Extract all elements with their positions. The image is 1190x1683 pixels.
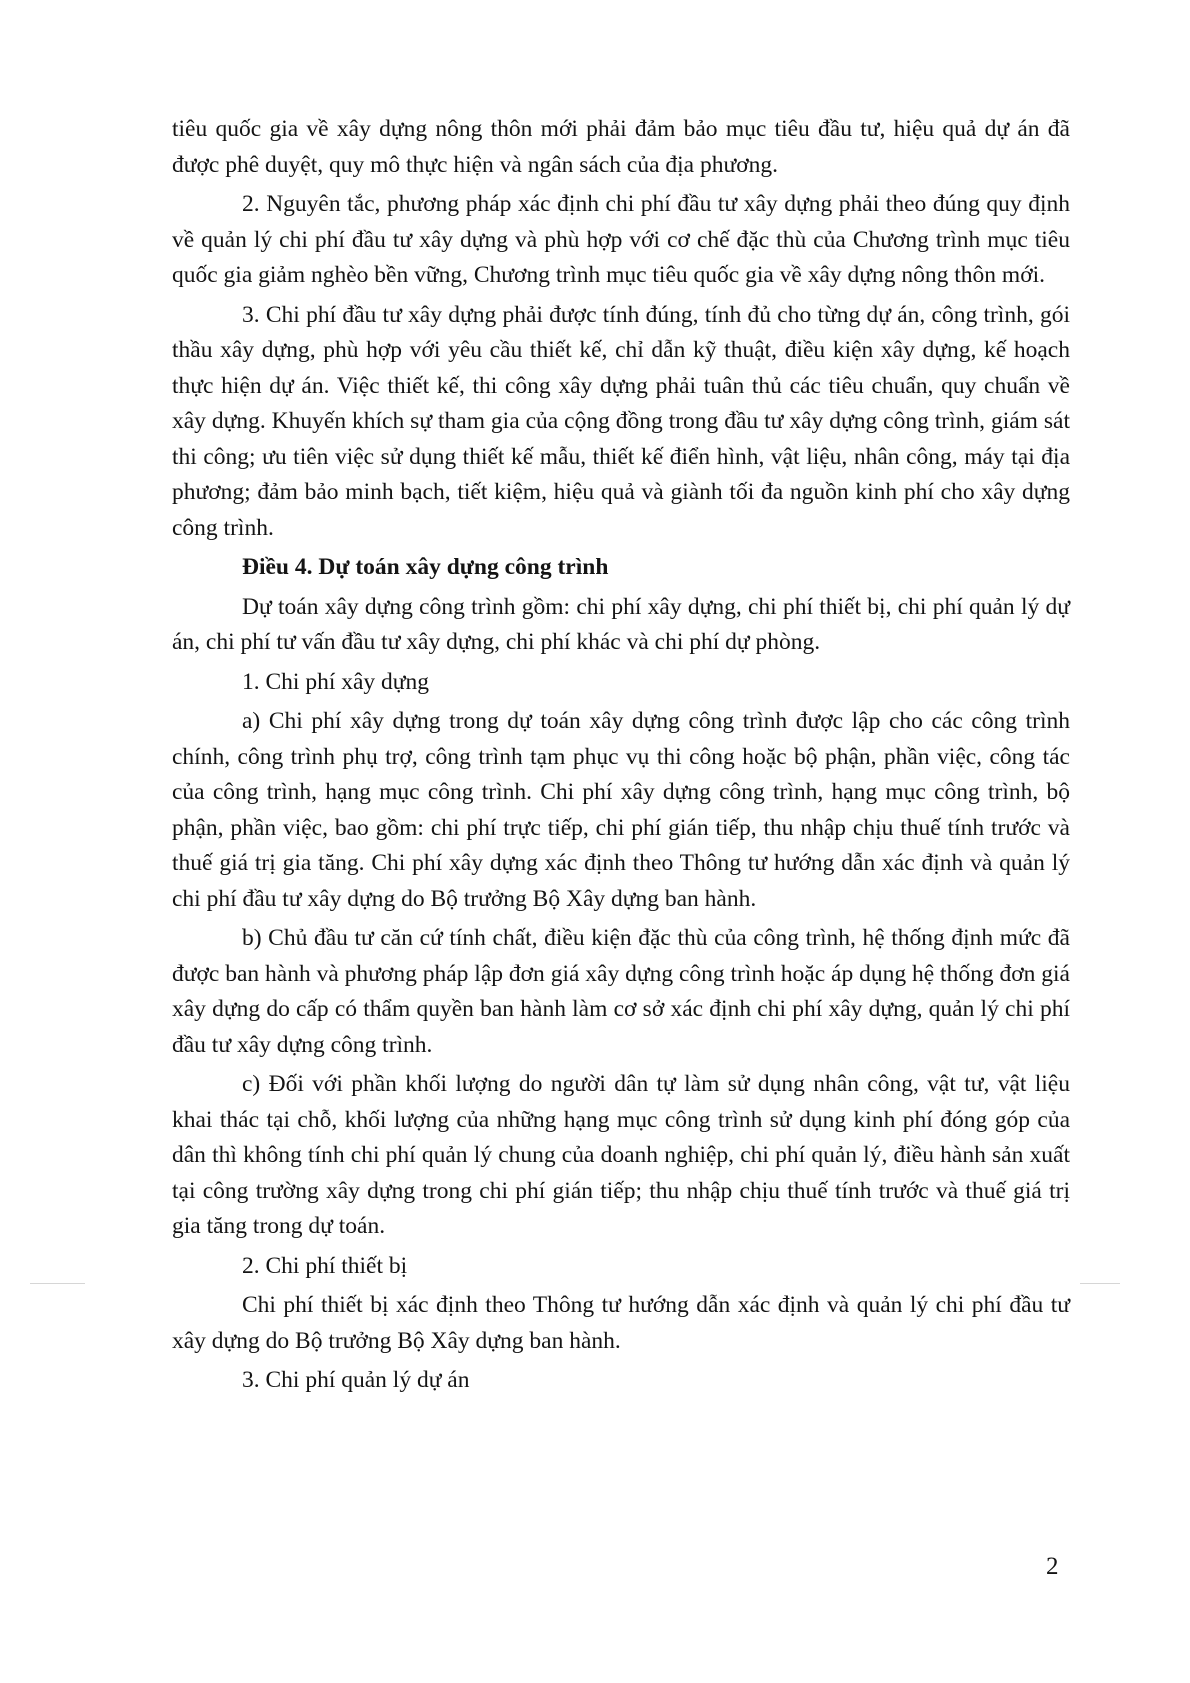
paragraph: 2. Nguyên tắc, phương pháp xác định chi phí đầu tư xây dựng phải theo đúng quy định về quản lý chi phí đầu tư xây dựng và phù hợp với cơ chế đặc thù của Chương trình mục tiêu quốc gia giảm nghèo bền vững, Chương trình mục tiêu quốc gia về xây dựng nông thôn mới.: [172, 191, 1070, 288]
article-heading: Điều 4. Dự toán xây dựng công trình: [242, 554, 609, 580]
paragraph: b) Chủ đầu tư căn cứ tính chất, điều kiện đặc thù của công trình, hệ thống định mức đã được ban hành và phương pháp lập đơn giá xây dựng công trình hoặc áp dụng hệ thống đơn giá xây dựng do cấp có thẩm quyền ban hành làm cơ sở xác định chi phí xây dựng, quản lý chi phí đầu tư xây dựng công trình.: [172, 925, 1070, 1058]
section-title: 1. Chi phí xây dựng: [242, 668, 430, 695]
section-title: 2. Chi phí thiết bị: [242, 1252, 408, 1279]
paragraph: a) Chi phí xây dựng trong dự toán xây dựng công trình được lập cho các công trình chính, công trình phụ trợ, công trình tạm phục vụ thi công hoặc bộ phận, phần việc, công tác của công trình, hạng mục công trình. Chi phí xây dựng công trình, hạng mục công trình, bộ phận, phần việc, bao gồm: chi phí trực tiếp, chi phí gián tiếp, thu nhập chịu thuế tính trước và thuế giá trị gia tăng. Chi phí xây dựng xác định theo Thông tư hướng dẫn xác định và quản lý chi phí đầu tư xây dựng do Bộ trưởng Bộ Xây dựng ban hành.: [172, 708, 1070, 912]
paragraph: Chi phí thiết bị xác định theo Thông tư hướng dẫn xác định và quản lý chi phí đầu tư xây dựng do Bộ trưởng Bộ Xây dựng ban hành.: [172, 1292, 1070, 1354]
paragraph: Dự toán xây dựng công trình gồm: chi phí xây dựng, chi phí thiết bị, chi phí quản lý dự án, chi phí tư vấn đầu tư xây dựng, chi phí khác và chi phí dự phòng.: [172, 593, 1070, 655]
paragraph: tiêu quốc gia về xây dựng nông thôn mới phải đảm bảo mục tiêu đầu tư, hiệu quả dự án đã được phê duyệt, quy mô thực hiện và ngân sách của địa phương.: [172, 116, 1070, 178]
document-body: [172, 112, 1070, 1403]
scan-artifact-line: [30, 1283, 85, 1284]
paragraph: c) Đối với phần khối lượng do người dân tự làm sử dụng nhân công, vật tư, vật liệu khai thác tại chỗ, khối lượng của những hạng mục công trình sử dụng kinh phí đóng góp của dân thì không tính chi phí quản lý chung của doanh nghiệp, chi phí quản lý, điều hành sản xuất tại công trường xây dựng trong chi phí gián tiếp; thu nhập chịu thuế tính trước và thuế giá trị gia tăng trong dự toán.: [172, 1071, 1070, 1239]
paragraph: 3. Chi phí đầu tư xây dựng phải được tính đúng, tính đủ cho từng dự án, công trình, gói thầu xây dựng, phù hợp với yêu cầu thiết kế, chỉ dẫn kỹ thuật, điều kiện xây dựng, kế hoạch thực hiện dự án. Việc thiết kế, thi công xây dựng phải tuân thủ các tiêu chuẩn, quy chuẩn về xây dựng. Khuyến khích sự tham gia của cộng đồng trong đầu tư xây dựng công trình, giám sát thi công; ưu tiên việc sử dụng thiết kế mẫu, thiết kế điển hình, vật liệu, nhân công, máy tại địa phương; đảm bảo minh bạch, tiết kiệm, hiệu quả và giành tối đa nguồn kinh phí cho xây dựng công trình.: [172, 301, 1070, 541]
scan-artifact-line: [1080, 1283, 1120, 1284]
section-title: 3. Chi phí quản lý dự án: [242, 1367, 470, 1393]
page-number: 2: [1046, 1553, 1059, 1580]
